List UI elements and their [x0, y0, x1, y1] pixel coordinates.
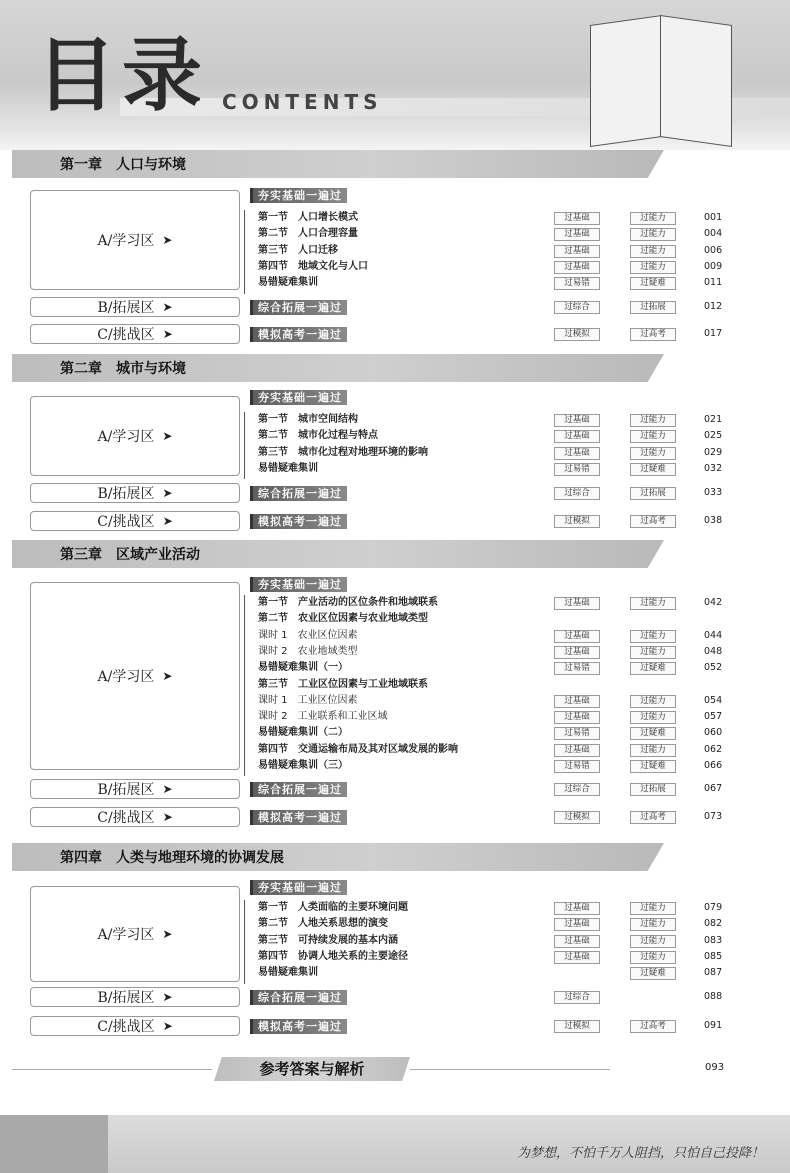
page-number: 048 — [704, 645, 723, 657]
entry-title: 第三节 可持续发展的基本内涵 — [258, 934, 398, 946]
entry-title: 第一节 产业活动的区位条件和地域联系 — [258, 597, 438, 608]
page-number: 004 — [704, 228, 723, 240]
exam-badge: 模拟高考一遍过 — [250, 1019, 347, 1034]
practice-tag[interactable]: 过疑难 — [630, 277, 676, 290]
extend-zone-label: B/拓展区 — [97, 990, 155, 1006]
challenge-zone-arrow-icon: ➤ — [162, 327, 173, 341]
challenge-zone-label: C/挑战区 — [97, 327, 155, 343]
page-number: 032 — [704, 462, 723, 474]
practice-tag[interactable]: 过基础 — [554, 245, 600, 258]
extend-badge: 综合拓展一遍过 — [250, 300, 347, 315]
footer-block — [0, 1115, 108, 1173]
toc-entry[interactable] — [258, 900, 728, 916]
practice-tag[interactable]: 过能力 — [630, 447, 676, 460]
page-title: 目录 — [36, 29, 208, 122]
toc-entry[interactable] — [258, 275, 728, 291]
exam-badge: 模拟高考一遍过 — [250, 514, 347, 529]
chapter-header[interactable] — [12, 150, 664, 178]
challenge-zone-arrow-icon: ➤ — [162, 810, 173, 824]
practice-tag[interactable]: 过能力 — [630, 245, 676, 258]
basics-badge: 夯实基础一遍过 — [250, 880, 347, 895]
practice-tag[interactable]: 过模拟 — [554, 328, 600, 341]
practice-tag[interactable]: 过基础 — [554, 646, 600, 659]
toc-entry[interactable] — [258, 809, 728, 825]
study-zone[interactable] — [30, 190, 240, 290]
basics-badge: 夯实基础一遍过 — [250, 390, 347, 405]
study-zone-arrow-icon: ➤ — [162, 927, 173, 941]
toc-entry[interactable] — [258, 693, 728, 709]
practice-tag[interactable]: 过基础 — [554, 695, 600, 708]
entry-title: 易错疑难集训 — [258, 967, 318, 979]
section-divider-line — [244, 210, 245, 294]
toc-entry[interactable] — [258, 949, 728, 965]
toc-entry[interactable] — [258, 226, 728, 242]
practice-tag[interactable]: 过基础 — [554, 935, 600, 948]
page-number: 085 — [704, 950, 723, 962]
practice-tag[interactable]: 过能力 — [630, 951, 676, 964]
answers-line-left — [12, 1069, 212, 1070]
practice-tag[interactable]: 过能力 — [630, 646, 676, 659]
practice-tag[interactable]: 过基础 — [554, 597, 600, 610]
entry-title: 第二节 农业区位因素与农业地域类型 — [258, 613, 428, 625]
challenge-zone-label: C/挑战区 — [97, 1019, 155, 1035]
practice-tag[interactable]: 过模拟 — [554, 811, 600, 824]
toc-entry[interactable] — [258, 916, 728, 932]
toc-entry[interactable] — [258, 989, 728, 1005]
entry-title: 第一节 人口增长模式 — [258, 212, 358, 223]
page-number: 001 — [704, 212, 723, 223]
study-zone[interactable] — [30, 396, 240, 476]
practice-tag[interactable]: 过基础 — [554, 212, 600, 225]
toc-entry[interactable] — [258, 595, 728, 611]
practice-tag[interactable]: 过能力 — [630, 228, 676, 241]
page-number: 062 — [704, 743, 723, 755]
practice-tag[interactable]: 过基础 — [554, 951, 600, 964]
practice-tag[interactable]: 过能力 — [630, 902, 676, 915]
practice-tag[interactable]: 过综合 — [554, 487, 600, 500]
challenge-zone-arrow-icon: ➤ — [162, 1019, 173, 1033]
practice-tag[interactable]: 过能力 — [630, 695, 676, 708]
toc-entry[interactable] — [258, 299, 728, 315]
extend-zone-arrow-icon: ➤ — [162, 782, 173, 796]
extend-zone-label: B/拓展区 — [97, 486, 155, 502]
page-number: 021 — [704, 414, 723, 425]
toc-entry[interactable] — [258, 461, 728, 477]
page-number: 052 — [704, 662, 723, 674]
practice-tag[interactable]: 过基础 — [554, 430, 600, 443]
study-zone-arrow-icon: ➤ — [162, 233, 173, 247]
page-number: 087 — [704, 967, 723, 979]
practice-tag[interactable]: 过能力 — [630, 630, 676, 643]
page-number: 009 — [704, 260, 723, 272]
practice-tag[interactable]: 过能力 — [630, 918, 676, 931]
entry-title: 易错疑难集训（二） — [258, 727, 348, 739]
practice-tag[interactable]: 过拓展 — [630, 783, 676, 796]
toc-entry[interactable] — [258, 660, 728, 676]
chapter-header[interactable] — [12, 354, 664, 382]
study-zone-arrow-icon: ➤ — [162, 429, 173, 443]
toc-entry[interactable] — [258, 933, 728, 949]
book-decoration — [590, 15, 662, 147]
practice-tag[interactable]: 过易错 — [554, 277, 600, 290]
practice-tag[interactable]: 过拓展 — [630, 301, 676, 314]
practice-tag[interactable]: 过高考 — [630, 515, 676, 528]
answers-line-right — [410, 1069, 610, 1070]
entry-title: 课时 1 农业区位因素 — [258, 629, 358, 641]
page-number: 083 — [704, 934, 723, 946]
entry-title: 易错疑难集训 — [258, 277, 318, 289]
page-number: 025 — [704, 430, 723, 442]
practice-tag[interactable]: 过综合 — [554, 991, 600, 1004]
practice-tag[interactable]: 过综合 — [554, 783, 600, 796]
practice-tag[interactable]: 过能力 — [630, 261, 676, 274]
toc-entry[interactable] — [258, 412, 728, 428]
extend-zone-arrow-icon: ➤ — [162, 990, 173, 1004]
toc-entry[interactable] — [258, 742, 728, 758]
challenge-zone[interactable] — [30, 1016, 240, 1036]
entry-title: 第四节 交通运输布局及其对区域发展的影响 — [258, 743, 458, 755]
practice-tag[interactable]: 过基础 — [554, 228, 600, 241]
entry-title: 第三节 工业区位因素与工业地域联系 — [258, 678, 428, 690]
section-divider-line — [244, 412, 245, 479]
entry-title: 易错疑难集训（三） — [258, 760, 348, 771]
entry-title: 易错疑难集训 — [258, 462, 318, 474]
toc-entry[interactable] — [258, 758, 728, 774]
practice-tag[interactable]: 过高考 — [630, 328, 676, 341]
toc-entry[interactable] — [258, 326, 728, 342]
page-number: 088 — [704, 991, 723, 1002]
practice-tag[interactable]: 过模拟 — [554, 1020, 600, 1033]
page-number: 057 — [704, 711, 723, 723]
practice-tag[interactable]: 过基础 — [554, 630, 600, 643]
footer-slogan: 为梦想，不怕千万人阻挡，只怕自己投降！ — [516, 1146, 764, 1161]
exam-badge: 模拟高考一遍过 — [250, 810, 347, 825]
practice-tag[interactable]: 过疑难 — [630, 760, 676, 773]
page-number: 073 — [704, 811, 723, 822]
entry-title: 第一节 城市空间结构 — [258, 414, 358, 425]
study-zone[interactable] — [30, 886, 240, 982]
practice-tag[interactable]: 过能力 — [630, 744, 676, 757]
extend-zone-label: B/拓展区 — [97, 300, 155, 316]
page-number: 044 — [704, 629, 723, 641]
page-number: 029 — [704, 446, 723, 458]
extend-badge: 综合拓展一遍过 — [250, 486, 347, 501]
page-number: 079 — [704, 902, 723, 913]
toc-entry[interactable] — [258, 611, 728, 627]
toc-entry[interactable] — [258, 1018, 728, 1034]
extend-zone-label: B/拓展区 — [97, 782, 155, 798]
practice-tag[interactable]: 过基础 — [554, 902, 600, 915]
extend-zone-arrow-icon: ➤ — [162, 300, 173, 314]
page-number: 067 — [704, 783, 723, 794]
practice-tag[interactable]: 过能力 — [630, 430, 676, 443]
page-number: 038 — [704, 515, 723, 526]
study-zone-label: A/学习区 — [97, 669, 155, 685]
extend-badge: 综合拓展一遍过 — [250, 782, 347, 797]
practice-tag[interactable]: 过疑难 — [630, 967, 676, 980]
toc-entry[interactable] — [258, 428, 728, 444]
page-subtitle: CONTENTS — [222, 90, 383, 114]
challenge-zone[interactable] — [30, 324, 240, 344]
study-zone-arrow-icon: ➤ — [162, 669, 173, 683]
toc-entry[interactable] — [258, 965, 728, 981]
extend-zone[interactable] — [30, 987, 240, 1007]
practice-tag[interactable]: 过易错 — [554, 662, 600, 675]
book-decoration — [660, 15, 732, 147]
practice-tag[interactable]: 过拓展 — [630, 487, 676, 500]
practice-tag[interactable]: 过疑难 — [630, 662, 676, 675]
page-number: 082 — [704, 918, 723, 930]
practice-tag[interactable]: 过高考 — [630, 811, 676, 824]
toc-entry[interactable] — [258, 210, 728, 226]
practice-tag[interactable]: 过能力 — [630, 597, 676, 610]
entry-title: 课时 2 工业联系和工业区域 — [258, 711, 388, 723]
chapter-header[interactable] — [12, 843, 664, 871]
challenge-zone[interactable] — [30, 807, 240, 827]
extend-badge: 综合拓展一遍过 — [250, 990, 347, 1005]
challenge-zone-label: C/挑战区 — [97, 810, 155, 826]
entry-title: 第四节 地域文化与人口 — [258, 260, 368, 272]
practice-tag[interactable]: 过基础 — [554, 414, 600, 427]
chapter-header[interactable] — [12, 540, 664, 568]
practice-tag[interactable]: 过疑难 — [630, 727, 676, 740]
extend-zone[interactable] — [30, 779, 240, 799]
practice-tag[interactable]: 过模拟 — [554, 515, 600, 528]
practice-tag[interactable]: 过综合 — [554, 301, 600, 314]
entry-title: 易错疑难集训（一） — [258, 662, 348, 674]
entry-title: 第二节 城市化过程与特点 — [258, 430, 378, 442]
study-zone[interactable] — [30, 582, 240, 770]
entry-title: 课时 2 农业地域类型 — [258, 645, 358, 657]
toc-entry[interactable] — [258, 513, 728, 529]
practice-tag[interactable]: 过基础 — [554, 711, 600, 724]
toc-entry[interactable] — [258, 709, 728, 725]
page-number: 033 — [704, 487, 723, 498]
challenge-zone[interactable] — [30, 511, 240, 531]
basics-badge: 夯实基础一遍过 — [250, 577, 347, 592]
exam-badge: 模拟高考一遍过 — [250, 327, 347, 342]
toc-entry[interactable] — [258, 445, 728, 461]
toc-entry[interactable] — [258, 485, 728, 501]
toc-entry[interactable] — [258, 781, 728, 797]
entry-title: 第三节 城市化过程对地理环境的影响 — [258, 446, 428, 458]
practice-tag[interactable]: 过高考 — [630, 1020, 676, 1033]
study-zone-label: A/学习区 — [97, 927, 155, 943]
page-number: 060 — [704, 727, 723, 739]
answers-page: 093 — [705, 1062, 725, 1073]
challenge-zone-arrow-icon: ➤ — [162, 514, 173, 528]
practice-tag[interactable]: 过基础 — [554, 447, 600, 460]
entry-title: 第二节 人口合理容量 — [258, 228, 358, 240]
practice-tag[interactable]: 过基础 — [554, 261, 600, 274]
extend-zone[interactable] — [30, 483, 240, 503]
page-number: 006 — [704, 244, 723, 256]
practice-tag[interactable]: 过易错 — [554, 727, 600, 740]
toc-entry[interactable] — [258, 644, 728, 660]
practice-tag[interactable]: 过能力 — [630, 711, 676, 724]
practice-tag[interactable]: 过能力 — [630, 212, 676, 225]
entry-title: 第二节 人地关系思想的演变 — [258, 918, 388, 930]
extend-zone-arrow-icon: ➤ — [162, 486, 173, 500]
chapter-title: 第四章 人类与地理环境的协调发展 — [60, 850, 284, 866]
entry-title: 第四节 协调人地关系的主要途径 — [258, 950, 408, 962]
extend-zone[interactable] — [30, 297, 240, 317]
toc-entry[interactable] — [258, 259, 728, 275]
practice-tag[interactable]: 过易错 — [554, 463, 600, 476]
page-number: 054 — [704, 694, 723, 706]
section-divider-line — [244, 595, 245, 776]
toc-entry[interactable] — [258, 725, 728, 741]
toc-entry[interactable] — [258, 628, 728, 644]
basics-badge: 夯实基础一遍过 — [250, 188, 347, 203]
answers-title[interactable]: 参考答案与解析 — [259, 1060, 365, 1078]
entry-title: 第一节 人类面临的主要环境问题 — [258, 902, 408, 913]
chapter-title: 第一章 人口与环境 — [60, 157, 186, 173]
practice-tag[interactable]: 过基础 — [554, 744, 600, 757]
toc-entry[interactable] — [258, 243, 728, 259]
page-number: 042 — [704, 597, 723, 608]
study-zone-label: A/学习区 — [97, 233, 155, 249]
section-divider-line — [244, 900, 245, 984]
challenge-zone-label: C/挑战区 — [97, 514, 155, 530]
page-number: 011 — [704, 277, 723, 289]
practice-tag[interactable]: 过能力 — [630, 414, 676, 427]
entry-title: 课时 1 工业区位因素 — [258, 694, 358, 706]
practice-tag[interactable]: 过疑难 — [630, 463, 676, 476]
page-number: 091 — [704, 1020, 723, 1031]
page-number: 012 — [704, 301, 723, 312]
page-number: 066 — [704, 760, 723, 771]
entry-title: 第三节 人口迁移 — [258, 244, 338, 256]
page-number: 017 — [704, 328, 723, 339]
chapter-title: 第三章 区域产业活动 — [60, 547, 200, 563]
chapter-title: 第二章 城市与环境 — [60, 361, 186, 377]
practice-tag[interactable]: 过易错 — [554, 760, 600, 773]
practice-tag[interactable]: 过能力 — [630, 935, 676, 948]
study-zone-label: A/学习区 — [97, 429, 155, 445]
toc-entry[interactable] — [258, 677, 728, 693]
practice-tag[interactable]: 过基础 — [554, 918, 600, 931]
